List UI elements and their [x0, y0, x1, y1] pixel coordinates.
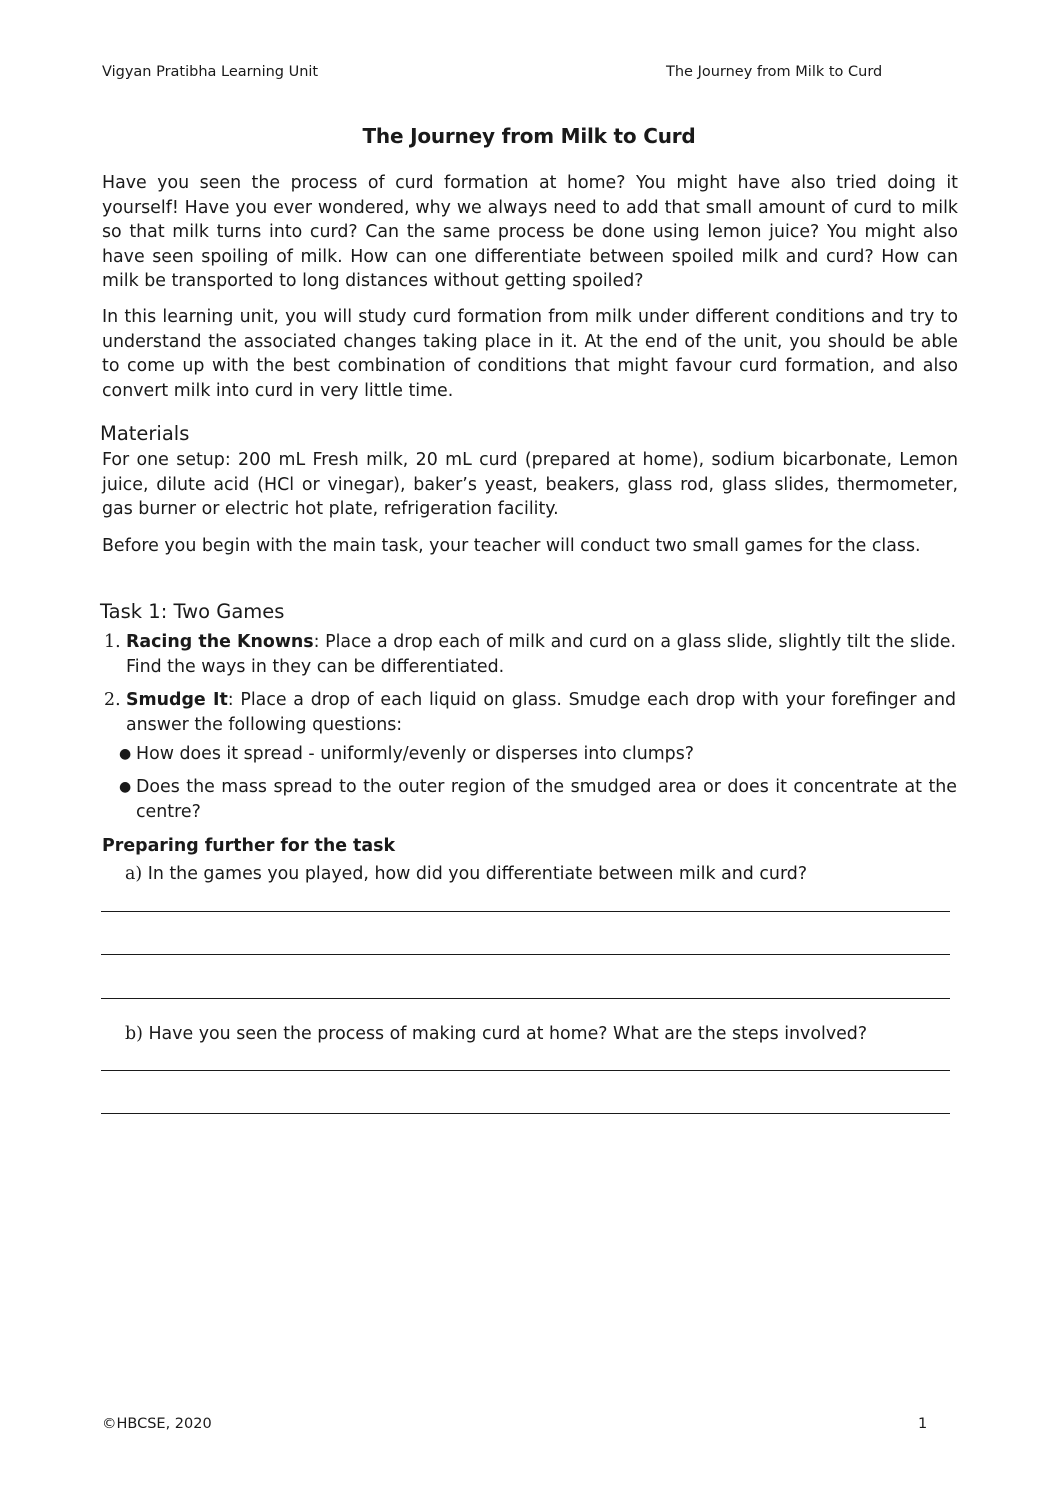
item-name: Smudge It — [126, 690, 228, 710]
item-text: : Place a drop each of milk and curd on a glass slide, slightly tilt the slide. Find the ways in they can be differentiated. — [126, 632, 956, 677]
item-name: Racing the Knowns — [126, 632, 314, 652]
question-label: b) — [125, 1024, 143, 1044]
bullet-icon: ● — [119, 779, 132, 795]
item-body — [126, 630, 956, 679]
materials-heading: Materials — [100, 422, 190, 445]
preparing-heading: Preparing further for the task — [102, 836, 396, 856]
footer-copyright: ©HBCSE, 2020 — [102, 1416, 212, 1432]
answer-line[interactable] — [101, 954, 950, 955]
materials-text: For one setup: 200 mL Fresh milk, 20 mL curd (prepared at home), sodium bicarbonate, Lemon juice, dilute acid (HCl or vinegar), baker’s yeast, beakers, glass rod, glass slides, thermometer, gas burner or electric hot plate, refrigeration facility. — [102, 450, 958, 519]
page-title: The Journey from Milk to Curd — [362, 124, 696, 148]
answer-line[interactable] — [101, 1070, 950, 1071]
question-text: Have you seen the process of making curd at home? What are the steps involved? — [148, 1024, 868, 1044]
item-body — [126, 688, 956, 737]
question-a — [125, 864, 807, 884]
bullet-item — [119, 742, 957, 767]
question-label: a) — [125, 864, 143, 884]
answer-line[interactable] — [101, 1113, 950, 1114]
question-b — [125, 1024, 867, 1044]
task1-item-smudge — [104, 688, 956, 738]
question-text: In the games you played, how did you differentiate between milk and curd? — [147, 864, 808, 884]
answer-line[interactable] — [101, 911, 950, 912]
task1-item-racing — [104, 630, 956, 680]
item-number: 2. — [104, 690, 121, 710]
running-header-right: The Journey from Milk to Curd — [666, 64, 883, 80]
intro-paragraph-1: Have you seen the process of curd formation at home? You might have also tried doing it yourself! Have you ever wondered, why we always need to add that small amount of curd to milk so that milk turns into curd? Can the same process be done using lemon juice? You might also have seen spoiling of milk. How can one differentiate between spoiled milk and curd? How can milk be transported to long distances without getting spoiled? — [102, 173, 958, 291]
intro-paragraph-2: In this learning unit, you will study curd formation from milk under different conditions and try to understand the associated changes taking place in it. At the end of the unit, you should be able to come up with the best combination of conditions that might favour curd formation, and also convert milk into curd in very little time. — [102, 307, 958, 401]
bullet-text: How does it spread - uniformly/evenly or disperses into clumps? — [136, 744, 694, 764]
answer-line[interactable] — [101, 998, 950, 999]
task1-heading: Task 1: Two Games — [100, 600, 285, 623]
bullet-text: Does the mass spread to the outer region of the smudged area or does it concentrate at the centre? — [136, 777, 957, 822]
item-text: : Place a drop of each liquid on glass. Smudge each drop with your forefinger and answer the following questions: — [126, 690, 957, 735]
games-intro-note: Before you begin with the main task, your teacher will conduct two small games for the class. — [102, 536, 921, 556]
bullet-icon: ● — [119, 746, 132, 762]
page-number: 1 — [918, 1416, 928, 1432]
item-number: 1. — [104, 632, 121, 652]
running-header-left: Vigyan Pratibha Learning Unit — [102, 64, 319, 80]
bullet-item — [119, 775, 957, 824]
